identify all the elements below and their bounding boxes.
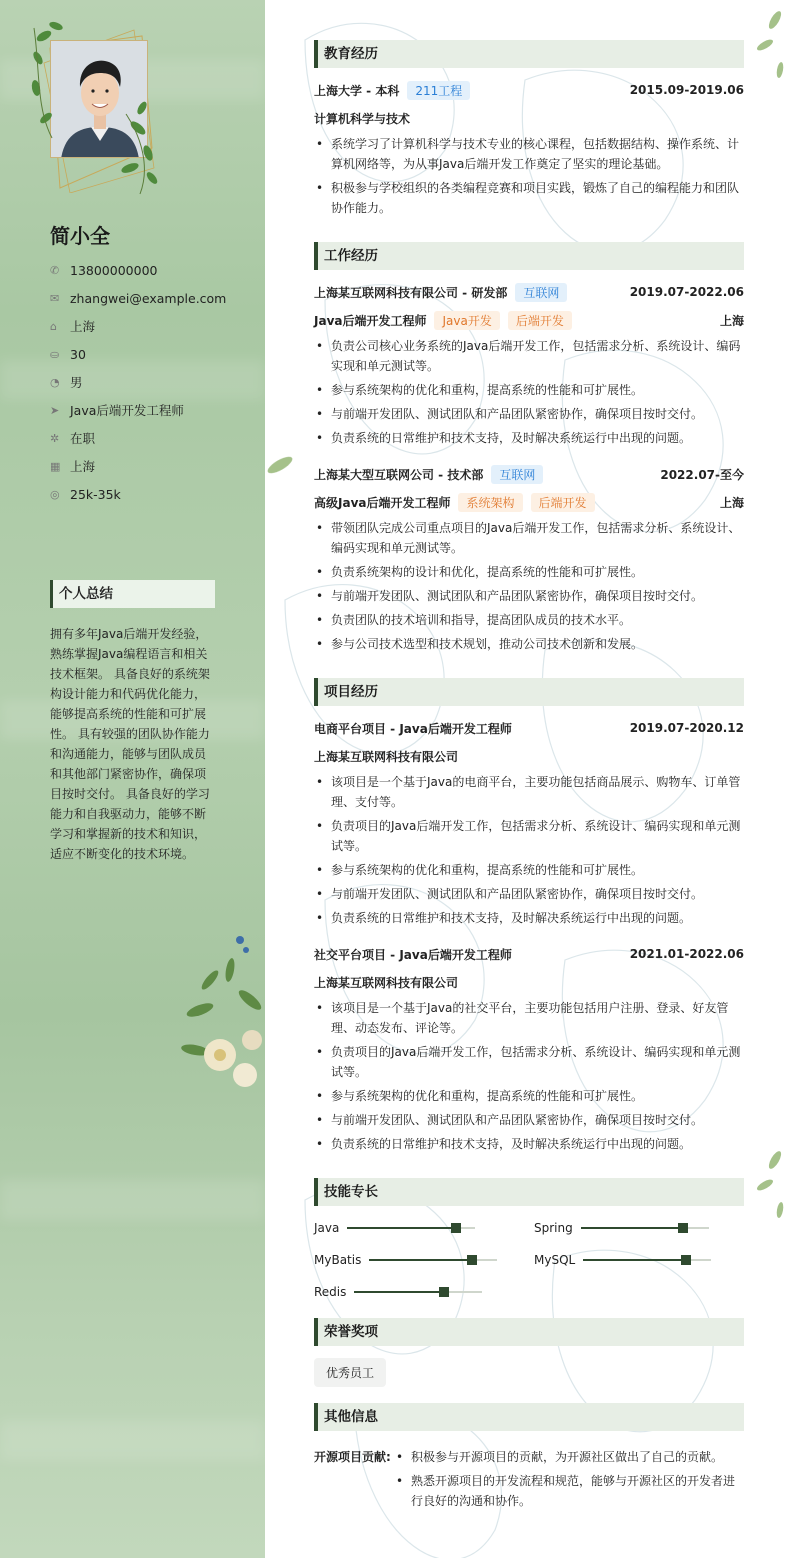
skill-bar bbox=[354, 1291, 482, 1293]
education-date: 2015.09-2019.06 bbox=[629, 83, 744, 97]
education-row bbox=[314, 80, 744, 100]
skill-tag: Java开发 bbox=[434, 311, 499, 330]
skill-tag: 系统架构 bbox=[458, 493, 522, 512]
other-bullets bbox=[394, 1447, 744, 1515]
work-heading: 工作经历 bbox=[314, 242, 744, 270]
bullet-item: • 与前端开发团队、测试团队和产品团队紧密协作，确保项目按时交付。 bbox=[314, 1110, 744, 1130]
skill-bar-fill bbox=[354, 1291, 444, 1293]
job-city: 上海 bbox=[719, 495, 744, 510]
company-name: 上海某互联网科技有限公司 - 研发部 bbox=[314, 285, 508, 300]
status-icon: ✲ bbox=[50, 431, 60, 445]
skill-bar-fill bbox=[583, 1259, 685, 1261]
skill-name: Java bbox=[314, 1221, 340, 1235]
bullet-item: • 该项目是一个基于Java的电商平台，主要功能包括商品展示、购物车、订单管理、支付等。 bbox=[314, 772, 744, 812]
main-content bbox=[265, 0, 794, 1558]
job-icon: ➤ bbox=[50, 403, 60, 417]
other-label: 开源项目贡献: bbox=[314, 1450, 391, 1464]
bullet-item: • 参与公司技术选型和技术规划，推动公司技术创新和发展。 bbox=[314, 634, 744, 654]
job-role: Java后端开发工程师 bbox=[314, 313, 427, 328]
email-icon: ✉ bbox=[50, 291, 60, 305]
project-list bbox=[314, 706, 744, 1154]
bullet-item: • 与前端开发团队、测试团队和产品团队紧密协作，确保项目按时交付。 bbox=[314, 586, 744, 606]
info-text: zhangwei@example.com bbox=[70, 290, 227, 306]
summary-text: 拥有多年Java后端开发经验，熟练掌握Java编程语言和相关技术框架。 具备良好的系统架构设计能力和代码优化能力，能够提高系统的性能和可扩展性。 具有较强的团队协作能力和沟通能力，能够与团队成员和其他部门紧密协作，确保项目按时交付。 具备良好的学习能力和自我驱动力，能够不断学习和掌握新的技术和知识，适应不断变化的技术环境。 bbox=[50, 627, 210, 861]
skill-name: MyBatis bbox=[314, 1253, 362, 1267]
summary-heading: 个人总结 bbox=[50, 580, 215, 608]
info-text: 25k-35k bbox=[70, 486, 121, 502]
job-role-row bbox=[314, 492, 744, 512]
school-name: 上海大学 - 本科 bbox=[314, 83, 400, 98]
job-city: 上海 bbox=[719, 313, 744, 328]
info-row bbox=[50, 480, 226, 508]
industry-tag: 互联网 bbox=[491, 465, 543, 484]
other-info bbox=[314, 1447, 744, 1515]
skill-bar bbox=[369, 1259, 497, 1261]
bullet-item: • 负责公司核心业务系统的Java后端开发工作，包括需求分析、系统设计、编码实现和单元测试等。 bbox=[314, 336, 744, 376]
avatar-frame bbox=[30, 18, 160, 198]
project-company-row bbox=[314, 746, 744, 766]
company-name: 上海某大型互联网公司 - 技术部 bbox=[314, 467, 484, 482]
profile-name: 简小全 bbox=[50, 224, 110, 248]
skill-bar-knob bbox=[439, 1287, 449, 1297]
skill-item bbox=[314, 1250, 534, 1270]
bullet-item: • 负责项目的Java后端开发工作，包括需求分析、系统设计、编码实现和单元测试等。 bbox=[314, 816, 744, 856]
skill-bar-knob bbox=[467, 1255, 477, 1265]
skill-name: Redis bbox=[314, 1285, 347, 1299]
projects-heading: 项目经历 bbox=[314, 678, 744, 706]
bullet-item: • 积极参与学校组织的各类编程竞赛和项目实践，锻炼了自己的编程能力和团队协作能力。 bbox=[314, 178, 744, 218]
skill-tag: 后端开发 bbox=[508, 311, 572, 330]
bullet-item: • 系统学习了计算机科学与技术专业的核心课程，包括数据结构、操作系统、计算机网络等，为从事Java后端开发工作奠定了坚实的理论基础。 bbox=[314, 134, 744, 174]
bullet-item: • 负责系统的日常维护和技术支持，及时解决系统运行中出现的问题。 bbox=[314, 428, 744, 448]
major-name: 计算机科学与技术 bbox=[314, 111, 411, 126]
project-bullets bbox=[314, 772, 744, 928]
project-date: 2019.07-2020.12 bbox=[629, 721, 744, 735]
info-row bbox=[50, 312, 226, 340]
skill-bar bbox=[347, 1227, 475, 1229]
info-text: 在职 bbox=[70, 431, 96, 446]
education-heading: 教育经历 bbox=[314, 40, 744, 68]
project-company-row bbox=[314, 972, 744, 992]
major-row bbox=[314, 108, 744, 128]
info-row bbox=[50, 256, 226, 284]
project-row bbox=[314, 944, 744, 964]
other-heading: 其他信息 bbox=[314, 1403, 744, 1431]
skill-item bbox=[534, 1218, 744, 1238]
job-bullets bbox=[314, 336, 744, 448]
bullet-item: • 熟悉开源项目的开发流程和规范，能够与开源社区的开发者进行良好的沟通和协作。 bbox=[394, 1471, 744, 1511]
project-row bbox=[314, 718, 744, 738]
project-company: 上海某互联网科技有限公司 bbox=[314, 975, 459, 990]
skill-name: MySQL bbox=[534, 1253, 576, 1267]
info-text: 13800000000 bbox=[70, 262, 158, 278]
skill-item bbox=[314, 1282, 534, 1302]
job-company-row bbox=[314, 282, 744, 302]
skill-bar-knob bbox=[451, 1223, 461, 1233]
info-text: 男 bbox=[70, 375, 83, 390]
info-text: 上海 bbox=[70, 319, 96, 334]
industry-tag: 互联网 bbox=[515, 283, 567, 302]
school-tag: 211工程 bbox=[407, 81, 470, 100]
skill-bar-fill bbox=[581, 1227, 683, 1229]
awards-list bbox=[314, 1358, 744, 1387]
bullet-item: • 与前端开发团队、测试团队和产品团队紧密协作，确保项目按时交付。 bbox=[314, 404, 744, 424]
skill-bar-knob bbox=[678, 1223, 688, 1233]
sidebar bbox=[0, 0, 265, 1558]
skills-list bbox=[314, 1218, 744, 1302]
skill-bar bbox=[581, 1227, 709, 1229]
info-text: Java后端开发工程师 bbox=[70, 403, 184, 418]
bullet-item: • 与前端开发团队、测试团队和产品团队紧密协作，确保项目按时交付。 bbox=[314, 884, 744, 904]
bullet-item: • 参与系统架构的优化和重构，提高系统的性能和可扩展性。 bbox=[314, 860, 744, 880]
project-date: 2021.01-2022.06 bbox=[629, 947, 744, 961]
project-name: 电商平台项目 - Java后端开发工程师 bbox=[314, 721, 512, 736]
info-text: 上海 bbox=[70, 459, 96, 474]
bullet-item: • 负责系统架构的设计和优化，提高系统的性能和可扩展性。 bbox=[314, 562, 744, 582]
bullet-item: • 带领团队完成公司重点项目的Java后端开发工作，包括需求分析、系统设计、编码实现和单元测试等。 bbox=[314, 518, 744, 558]
gender-icon: ◔ bbox=[50, 375, 60, 389]
skill-tag: 后端开发 bbox=[531, 493, 595, 512]
project-company: 上海某互联网科技有限公司 bbox=[314, 749, 459, 764]
contact-info-list bbox=[50, 256, 226, 508]
skills-heading: 技能专长 bbox=[314, 1178, 744, 1206]
job-role-row bbox=[314, 310, 744, 330]
work-list bbox=[314, 270, 744, 654]
info-row bbox=[50, 284, 226, 312]
skill-item bbox=[534, 1250, 744, 1270]
job-bullets bbox=[314, 518, 744, 654]
job-role: 高级Java后端开发工程师 bbox=[314, 495, 451, 510]
bullet-item: • 该项目是一个基于Java的社交平台，主要功能包括用户注册、登录、好友管理、动态发布、评论等。 bbox=[314, 998, 744, 1038]
leaf-decoration-icon bbox=[30, 18, 160, 198]
info-row bbox=[50, 452, 226, 480]
bullet-item: • 负责团队的技术培训和指导，提高团队成员的技术水平。 bbox=[314, 610, 744, 630]
project-bullets bbox=[314, 998, 744, 1154]
job-company-row bbox=[314, 464, 744, 484]
skill-bar-fill bbox=[369, 1259, 471, 1261]
info-row bbox=[50, 340, 226, 368]
salary-icon: ◎ bbox=[50, 487, 60, 501]
skill-name: Spring bbox=[534, 1221, 573, 1235]
bullet-item: • 负责项目的Java后端开发工作，包括需求分析、系统设计、编码实现和单元测试等。 bbox=[314, 1042, 744, 1082]
info-row bbox=[50, 396, 226, 424]
info-row bbox=[50, 368, 226, 396]
project-name: 社交平台项目 - Java后端开发工程师 bbox=[314, 947, 512, 962]
awards-heading: 荣誉奖项 bbox=[314, 1318, 744, 1346]
skill-bar-knob bbox=[681, 1255, 691, 1265]
skill-item bbox=[314, 1218, 534, 1238]
bullet-item: • 积极参与开源项目的贡献，为开源社区做出了自己的贡献。 bbox=[394, 1447, 744, 1467]
flower-decoration-icon bbox=[180, 930, 265, 1090]
education-bullets bbox=[314, 134, 744, 218]
bullet-item: • 参与系统架构的优化和重构，提高系统的性能和可扩展性。 bbox=[314, 1086, 744, 1106]
bullet-item: • 参与系统架构的优化和重构，提高系统的性能和可扩展性。 bbox=[314, 380, 744, 400]
bullet-item: • 负责系统的日常维护和技术支持，及时解决系统运行中出现的问题。 bbox=[314, 908, 744, 928]
home-icon: ⌂ bbox=[50, 319, 57, 333]
job-date: 2022.07-至今 bbox=[660, 467, 744, 482]
skill-bar bbox=[583, 1259, 711, 1261]
bullet-item: • 负责系统的日常维护和技术支持，及时解决系统运行中出现的问题。 bbox=[314, 1134, 744, 1154]
award-badge: 优秀员工 bbox=[314, 1358, 386, 1387]
info-text: 30 bbox=[70, 346, 86, 362]
job-date: 2019.07-2022.06 bbox=[629, 285, 744, 299]
city-icon: ▦ bbox=[50, 459, 61, 473]
info-row bbox=[50, 424, 226, 452]
age-icon: ⛀ bbox=[50, 347, 60, 361]
skill-bar-fill bbox=[347, 1227, 456, 1229]
phone-icon: ✆ bbox=[50, 263, 60, 277]
